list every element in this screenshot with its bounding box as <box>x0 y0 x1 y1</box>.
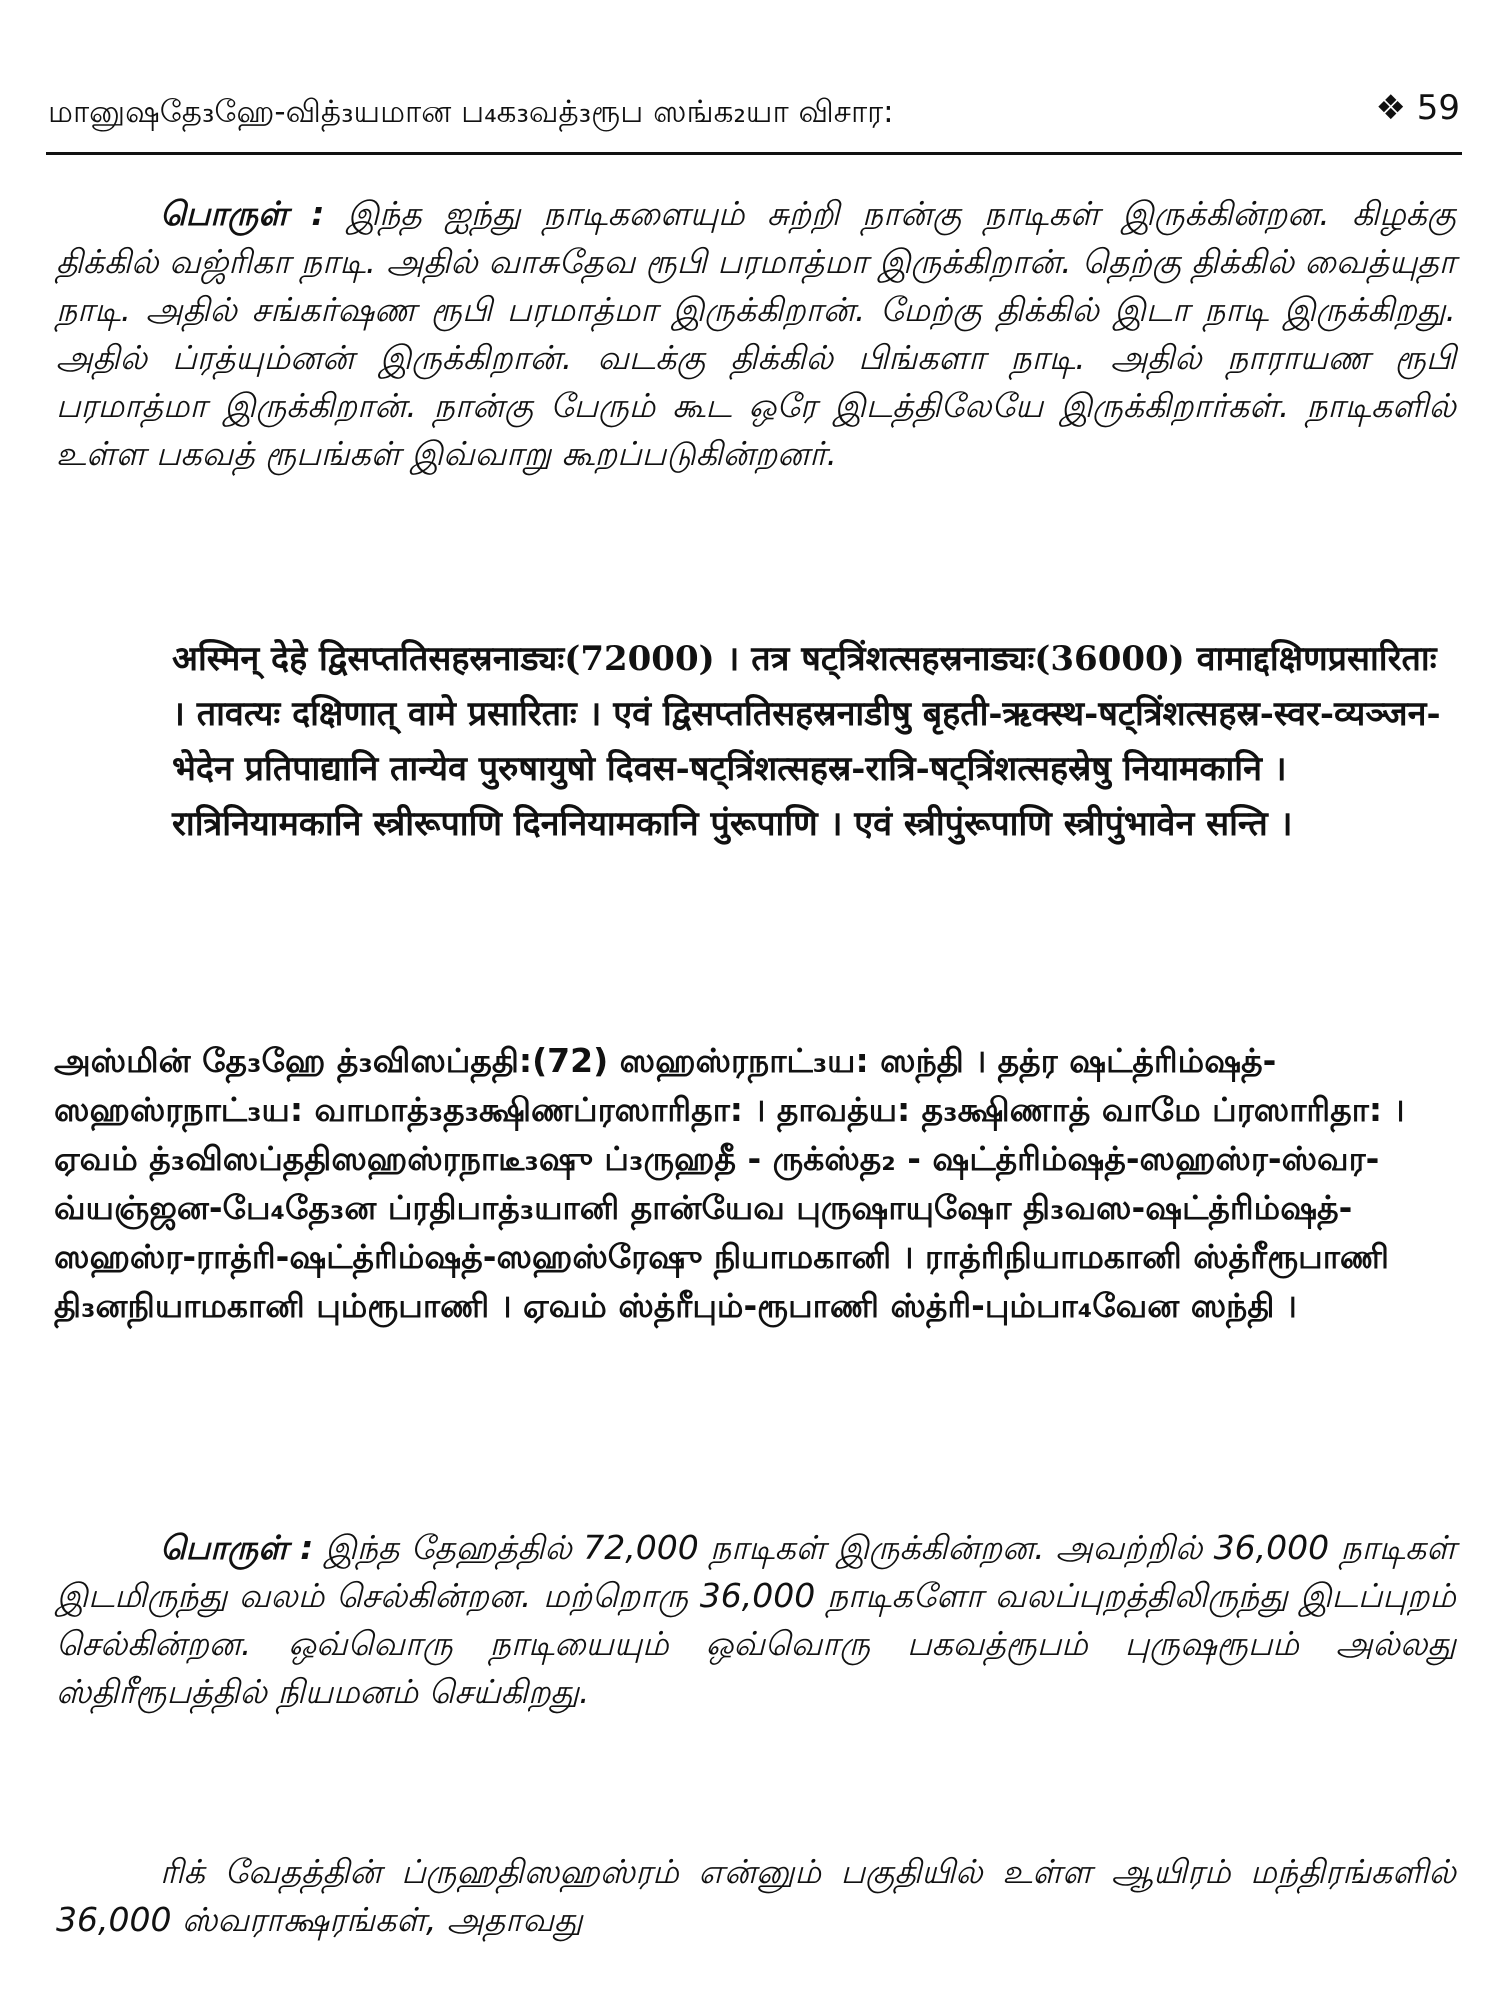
sanskrit-verse: अस्मिन् देहे द्विसप्ततिसहस्रनाड्यः(72000) । तत्र षट्त्रिंशत्सहस्रनाड्यः(36000) वामाद्दक्षिणप्रसारिताः । तावत्यः दक्षिणात् वामे प्रसारिताः । एवं द्विसप्ततिसहस्रनाडीषु बृहती-ऋक्स्थ-षट्त्रिंशत्सहस्र-स्वर-व्यञ्जन-भेदेन प्रतिपाद्यानि तान्येव पुरुषायुषो दिवस-षट्त्रिंशत्सहस्र-रात्रि-षट्त्रिंशत्सहस्रेषु नियामकानि । रात्रिनियामकानि स्त्रीरूपाणि दिननियामकानि पुंरूपाणि । एवं स्त्रीपुंरूपाणि स्त्रीपुंभावेन सन्ति । <box>172 639 1441 844</box>
final-paragraph: ரிக் வேதத்தின் ப்ருஹதிஸஹஸ்ரம் என்னும் பகுதியில் உள்ள ஆயிரம் மந்திரங்களில் 36,000 ஸ்வராக்ஷரங்கள், அதாவது <box>56 1852 1456 1939</box>
meaning-text: இந்த ஐந்து நாடிகளையும் சுற்றி நான்கு நாடிகள் இருக்கின்றன. கிழக்கு திக்கில் வஜ்ரிகா நாடி. அதில் வாசுதேவ ரூபி பரமாத்மா இருக்கிறான். தெற்கு திக்கில் வைத்யுதா நாடி. அதில் சங்கர்ஷண ரூபி பரமாத்மா இருக்கிறான். மேற்கு திக்கில் இடா நாடி இருக்கிறது. அதில் ப்ரத்யும்னன் இருக்கிறான். வடக்கு திக்கில் பிங்களா நாடி. அதில் நாராயண ரூபி பரமாத்மா இருக்கிறான். நான்கு பேரும் கூட ஒரே இடத்திலேயே இருக்கிறார்கள். நாடிகளில் உள்ள பகவத் ரூபங்கள் இவ்வாறு கூறப்படுகின்றனர். <box>56 194 1457 473</box>
page-title: மானுஷதே₃ஹே-வித்₃யமான ப₄க₃வத்₃ரூப ஸங்க₂யா விசார: <box>48 94 894 130</box>
meaning-paragraph-2 <box>56 1524 1456 1716</box>
meaning-label: பொருள் : <box>160 194 325 233</box>
header-divider <box>46 152 1462 155</box>
meaning-label: பொருள் : <box>160 1528 314 1567</box>
meaning-paragraph-1 <box>56 190 1456 478</box>
page-number: ❖ 59 <box>1375 88 1460 128</box>
meaning-text: இந்த தேஹத்தில் 72,000 நாடிகள் இருக்கின்றன. அவற்றில் 36,000 நாடிகள் இடமிருந்து வலம் செல்கின்றன. மற்றொரு 36,000 நாடிகளோ வலப்புறத்திலிருந்து இடப்புறம் செல்கின்றன. ஒவ்வொரு நாடியையும் ஒவ்வொரு பகவத்ரூபம் புருஷரூபம் அல்லது ஸ்திரீரூபத்தில் நியமனம் செய்கிறது. <box>56 1528 1456 1711</box>
tamil-transliteration: அஸ்மின் தே₃ஹே த்₃விஸப்ததி:(72) ஸஹஸ்ரநாட்₃ய: ஸந்தி । தத்ர ஷட்த்ரிம்ஷத்-ஸஹஸ்ரநாட்₃ய: வாமாத்₃த₃க்ஷிணப்ரஸாரிதா: । தாவத்ய: த₃க்ஷிணாத் வாமே ப்ரஸாரிதா: । ஏவம் த்₃விஸப்ததிஸஹஸ்ரநாடீ₃ஷு ப்₃ருஹதீ - ருக்ஸ்த₂ - ஷட்த்ரிம்ஷத்-ஸஹஸ்ர-ஸ்வர-வ்யஞ்ஜன-பே₄தே₃ன ப்ரதிபாத்₃யானி தான்யேவ புருஷாயுஷோ தி₃வஸ-ஷட்த்ரிம்ஷத்- ஸஹஸ்ர-ராத்ரி-ஷட்த்ரிம்ஷத்-ஸஹஸ்ரேஷு நியாமகானி । ராத்ரிநியாமகானி ஸ்த்ரீரூபாணி தி₃னநியாமகானி பும்ரூபாணி । ஏவம் ஸ்த்ரீபும்-ரூபாணி ஸ்த்ரி-பும்பா₄வேன ஸந்தி । <box>54 1041 1405 1325</box>
running-header <box>48 86 1460 146</box>
